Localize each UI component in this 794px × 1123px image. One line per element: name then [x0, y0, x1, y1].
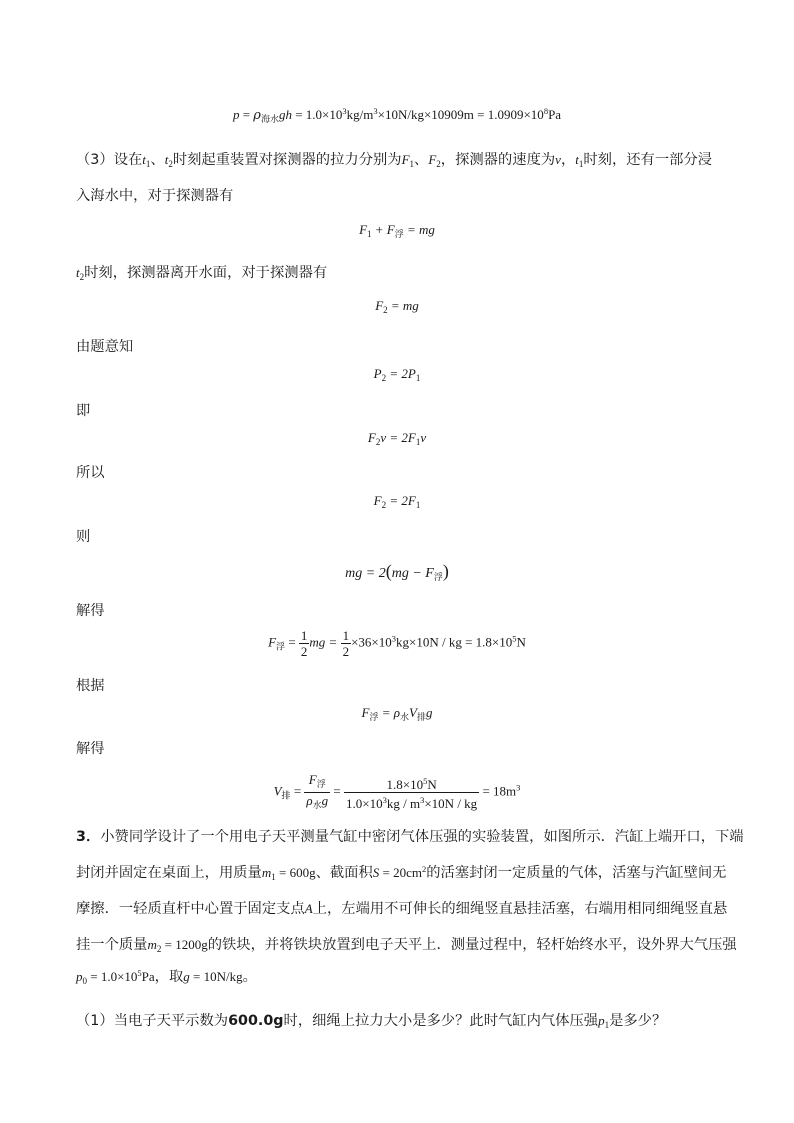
text: 是多少？ [609, 1013, 667, 1029]
eq-subscript: 2 [79, 272, 85, 282]
eq-superscript: 3 [391, 633, 396, 644]
eq-text: kg / m [386, 796, 421, 811]
eq-superscript: 3 [516, 782, 521, 793]
eq-symbol: t [164, 152, 169, 167]
eq-text: = 1.0×10 [87, 969, 138, 984]
eq-superscript: 5 [512, 633, 517, 644]
equation-9 [0, 772, 794, 813]
eq-subscript: 1 [604, 1020, 610, 1030]
paragraph-t2 [76, 262, 327, 282]
eq-symbol: v [555, 152, 561, 167]
eq-subscript: 浮 [316, 779, 326, 789]
eq-symbol: m [261, 865, 272, 880]
eq-symbol: gh [278, 107, 292, 122]
eq-symbol: F [367, 430, 376, 445]
denominator: 2 [342, 644, 350, 659]
eq-symbol: g [321, 793, 329, 808]
eq-paren: ( [385, 561, 392, 581]
denominator: 2 [300, 644, 308, 659]
eq-superscript: 2 [422, 864, 427, 874]
eq-subscript: 排 [281, 790, 291, 801]
equation-pressure: $p = \rho_{海水}gh = 1.0\times 10^3kg/m^3\times 10N/kg\times 10909m = 1.0909\times 10^8Pa$ [232, 106, 562, 124]
eq-superscript: 3 [420, 795, 425, 805]
eq-text: = [290, 783, 305, 799]
equation-7 [0, 628, 794, 659]
text: 时刻，探测器离开水面，对于探测器有 [84, 265, 328, 281]
equation-4 [0, 430, 794, 447]
eq-symbol: + F [371, 222, 395, 237]
text: 时刻，还有一部分浸 [583, 152, 713, 168]
label-jiede-1: 解得 [76, 603, 105, 619]
eq-symbol: F [428, 152, 437, 167]
eq-symbol: t [575, 152, 579, 167]
text: 时刻起重装置对探测器的拉力分别为 [172, 152, 402, 168]
text: （1）当电子天平示数为 [76, 1013, 229, 1029]
text: 、 [150, 152, 165, 168]
eq-symbol: v = 2F [380, 430, 416, 445]
label-ze: 则 [76, 529, 91, 545]
eq-symbol: P [373, 366, 382, 381]
numerator: 1 [342, 628, 350, 643]
eq-symbol: F [268, 634, 277, 650]
eq-subscript: 浮 [276, 641, 286, 652]
label-suoyi: 所以 [76, 465, 105, 481]
eq-symbol: mg = [309, 634, 341, 650]
denominator [344, 792, 479, 811]
question-3-sub1 [76, 1010, 666, 1030]
eq-symbol: = 2F [386, 493, 416, 508]
eq-text: kg/m [346, 107, 374, 122]
numerator [304, 772, 330, 792]
eq-subscript: 水 [400, 712, 410, 722]
eq-subscript: 1 [415, 437, 421, 447]
eq-subscript: 1 [367, 229, 372, 239]
eq-subscript: 浮 [394, 229, 404, 239]
eq-subscript: 2 [381, 500, 387, 510]
text: 摩擦．一轻质直杆中心置于固定支点 [76, 901, 305, 917]
eq-symbol: F [359, 222, 368, 237]
eq-symbol: g [425, 705, 433, 720]
eq-symbol: = ρ [378, 705, 400, 720]
fraction [341, 628, 352, 659]
equation-1 [0, 222, 794, 240]
eq-subscript: 浮 [369, 712, 379, 722]
eq-subscript: 浮 [433, 572, 443, 582]
eq-subscript: 2 [375, 437, 381, 447]
eq-symbol: F [375, 298, 384, 313]
eq-symbol: mg = 2 [345, 566, 386, 581]
text: 小赞同学设计了一个用电子天平测量气缸中密闭气体压强的实验装置，如图所示．汽缸上端开口，下端 [100, 829, 744, 845]
eq-symbol: = 2P [386, 366, 416, 381]
eq-symbol: ρ [253, 108, 261, 123]
eq-subscript: 水 [312, 800, 322, 810]
eq-symbol: ρ [306, 793, 313, 808]
eq-subscript: 海水 [260, 114, 279, 124]
text: （3）设在 [76, 152, 143, 168]
eq-symbol: V [273, 783, 282, 799]
equation-6 [0, 561, 794, 583]
eq-symbol: F [308, 772, 317, 787]
text: ，探测器的速度为 [440, 152, 556, 168]
eq-subscript: 1 [409, 159, 415, 169]
eq-text: ×10N/kg×10909m = 1.0909×10 [377, 107, 544, 122]
question-3-line2 [76, 862, 726, 882]
text: 时，细绳上拉力大小是多少？此时气缸内气体压强 [283, 1013, 599, 1029]
question-number: 3． [76, 829, 101, 845]
eq-symbol: p [76, 969, 83, 984]
text: 、截面积 [315, 865, 373, 881]
text: 600.0g [228, 1013, 284, 1029]
eq-symbol: t [142, 152, 146, 167]
eq-superscript: 3 [342, 106, 347, 116]
eq-text: ×10N / kg [424, 796, 478, 811]
eq-symbol: m [147, 937, 157, 952]
eq-text: 1.0×10 [346, 796, 383, 811]
eq-symbol: F [401, 152, 410, 167]
question-3-line5 [76, 966, 257, 986]
eq-subscript: 排 [416, 712, 426, 722]
eq-superscript: 5 [137, 968, 142, 978]
numerator [344, 774, 479, 792]
eq-symbol: v [420, 430, 427, 445]
eq-subscript: 2 [381, 373, 387, 383]
label-genju: 根据 [76, 678, 105, 694]
eq-text: 1.8×10 [386, 777, 424, 792]
eq-symbol: = mg [387, 298, 419, 313]
eq-symbol: t [76, 265, 80, 280]
eq-subscript: 0 [82, 976, 87, 986]
eq-text: = 1200g [161, 937, 208, 952]
eq-subscript: 1 [578, 159, 584, 169]
eq-text: = 10N/kg [189, 969, 243, 984]
label-given: 由题意知 [76, 339, 134, 355]
eq-text: = 600g [275, 865, 316, 880]
fraction [304, 772, 330, 813]
label-jiede-2: 解得 [76, 741, 105, 757]
text: 。 [242, 969, 257, 985]
eq-text: ×36×10 [351, 634, 392, 650]
fraction [299, 628, 310, 659]
eq-symbol: p [598, 1013, 605, 1028]
eq-subscript: 1 [415, 373, 421, 383]
eq-superscript: 3 [373, 106, 378, 116]
eq-paren: ) [442, 561, 449, 581]
text: 、 [414, 152, 429, 168]
eq-symbol: S [372, 865, 380, 880]
eq-symbol: p [232, 107, 240, 122]
paragraph-part3-line2: 入海水中，对于探测器有 [76, 188, 234, 204]
text: 的活塞封闭一定质量的气体，活塞与汽缸壁间无 [426, 865, 727, 881]
eq-symbol: = mg [403, 222, 435, 237]
question-3-line1 [76, 826, 744, 846]
equation-8 [0, 705, 794, 723]
eq-text: kg×10N / kg = 1.8×10 [396, 634, 513, 650]
text: 的铁块，并将铁块放置到电子天平上．测量过程中，轻杆始终水平，设外界大气压强 [207, 937, 737, 953]
eq-subscript: 2 [383, 305, 388, 315]
numerator: 1 [300, 628, 308, 643]
equation-2 [0, 298, 794, 315]
fraction [344, 774, 479, 811]
eq-text: Pa [141, 969, 155, 984]
eq-text: = 18m [479, 783, 517, 799]
paragraph-part3-line1 [76, 149, 712, 169]
text: 挂一个质量 [76, 937, 148, 953]
eq-symbol: F [373, 493, 382, 508]
question-3-line3 [76, 898, 727, 918]
eq-text: Pa [548, 107, 562, 122]
eq-text: = [285, 634, 299, 650]
label-ji: 即 [76, 403, 91, 419]
eq-symbol: F [361, 705, 370, 720]
eq-subscript: 2 [168, 159, 173, 169]
eq-text: N [516, 634, 526, 650]
text: 上，左端用不可伸长的细绳竖直悬挂活塞，右端用相同细绳竖直悬 [312, 901, 728, 917]
text: ，取 [154, 969, 184, 985]
eq-text: = [330, 783, 345, 799]
question-3-line4 [76, 934, 737, 954]
eq-superscript: 8 [543, 106, 549, 116]
eq-subscript: 2 [436, 159, 441, 169]
eq-subscript: 1 [145, 159, 151, 169]
eq-superscript: 5 [423, 776, 428, 786]
eq-subscript: 1 [271, 872, 276, 882]
eq-subscript: 1 [415, 500, 421, 510]
denominator [304, 792, 330, 813]
eq-symbol: A [304, 901, 313, 916]
eq-text: N [427, 777, 437, 792]
text: 封闭并固定在桌面上，用质量 [76, 865, 262, 881]
text: ， [560, 152, 576, 168]
equation-3 [0, 366, 794, 383]
eq-symbol: V [409, 705, 417, 720]
equation-5 [0, 493, 794, 510]
eq-superscript: 3 [382, 795, 387, 805]
eq-text: = 1.0×10 [295, 107, 343, 122]
eq-subscript: 2 [156, 944, 162, 954]
eq-symbol: g [183, 969, 190, 984]
eq-text: = 20cm [379, 865, 422, 880]
eq-symbol: mg − F [391, 566, 434, 581]
